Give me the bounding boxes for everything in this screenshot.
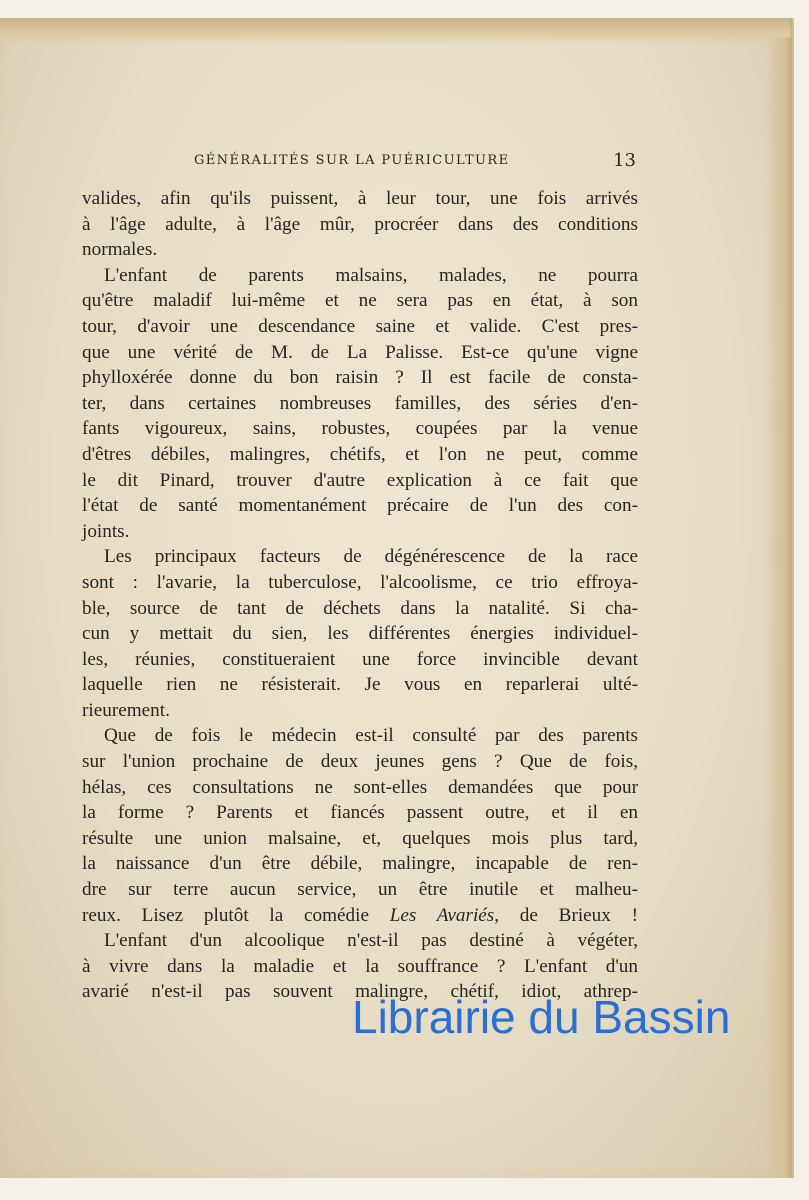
text-line: le dit Pinard, trouver d'autre explication à ce fait que	[82, 469, 638, 491]
watermark: Librairie du Bassin	[352, 991, 731, 1043]
text-line: cun y mettait du sien, les différentes énergies individuel-	[82, 623, 638, 645]
text-line: laquelle rien ne résisterait. Je vous en reparlerai ulté-	[82, 674, 638, 696]
page-number: 13	[613, 150, 636, 171]
text-segment: , de Brieux !	[494, 904, 638, 926]
text-line: rieurement.	[82, 699, 170, 721]
text-line-with-italic	[82, 903, 638, 929]
body-text	[82, 186, 638, 1005]
text-line: la forme ? Parents et fiancés passent outre, et il en	[82, 802, 638, 824]
text-segment: reux. Lisez plutôt la comédie	[82, 904, 390, 926]
text-line: Les principaux facteurs de dégénérescence de la race	[104, 546, 638, 568]
text-line: hélas, ces consultations ne sont-elles demandées que pour	[82, 776, 638, 798]
text-line: qu'être maladif lui-même et ne sera pas en état, à son	[82, 290, 638, 312]
text-line: L'enfant de parents malsains, malades, ne pourra	[104, 264, 638, 286]
page-top-edge	[0, 18, 790, 44]
text-line: que une vérité de M. de La Palisse. Est-ce qu'une vigne	[82, 341, 638, 363]
text-line: avarié n'est-il pas souvent malingre, chétif, idiot, athrep-	[82, 981, 638, 1003]
running-head	[80, 150, 636, 174]
text-line: la naissance d'un être débile, malingre, incapable de ren-	[82, 853, 638, 875]
text-line: d'êtres débiles, malingres, chétifs, et l'on ne peut, comme	[82, 443, 638, 465]
text-line: l'état de santé momentanément précaire de l'un des con-	[82, 495, 638, 517]
italic-title: Les Avariés	[389, 904, 495, 926]
text-line: à l'âge adulte, à l'âge mûr, procréer dans des conditions	[82, 213, 638, 235]
text-line: résulte une union malsaine, et, quelques mois plus tard,	[82, 827, 638, 849]
text-line: valides, afin qu'ils puissent, à leur tour, une fois arrivés	[82, 188, 638, 209]
text-line: L'enfant d'un alcoolique n'est-il pas destiné à végéter,	[104, 930, 638, 952]
text-line: les, réunies, constitueraient une force invincible devant	[82, 648, 638, 670]
text-line: joints.	[82, 520, 130, 542]
text-line: normales.	[82, 239, 158, 261]
text-line: ter, dans certaines nombreuses familles, des séries d'en-	[82, 392, 638, 414]
text-line: fants vigoureux, sains, robustes, coupées par la venue	[82, 418, 638, 440]
text-line: phylloxérée donne du bon raisin ? Il est facile de consta-	[82, 367, 638, 389]
page-right-edge	[764, 38, 792, 1178]
running-head-title: GÉNÉRALITÉS SUR LA PUÉRICULTURE	[194, 153, 510, 168]
text-line: à vivre dans la maladie et la souffrance ? L'enfant d'un	[82, 955, 638, 977]
text-line: Que de fois le médecin est-il consulté par des parents	[104, 725, 638, 747]
text-line: sont : l'avarie, la tuberculose, l'alcoolisme, ce trio effroya-	[82, 571, 638, 593]
text-line: ble, source de tant de déchets dans la natalité. Si cha-	[82, 597, 638, 619]
text-line: dre sur terre aucun service, un être inutile et malheu-	[82, 879, 638, 901]
text-line: tour, d'avoir une descendance saine et valide. C'est pres-	[82, 315, 638, 337]
text-line: sur l'union prochaine de deux jeunes gens ? Que de fois,	[82, 751, 638, 773]
